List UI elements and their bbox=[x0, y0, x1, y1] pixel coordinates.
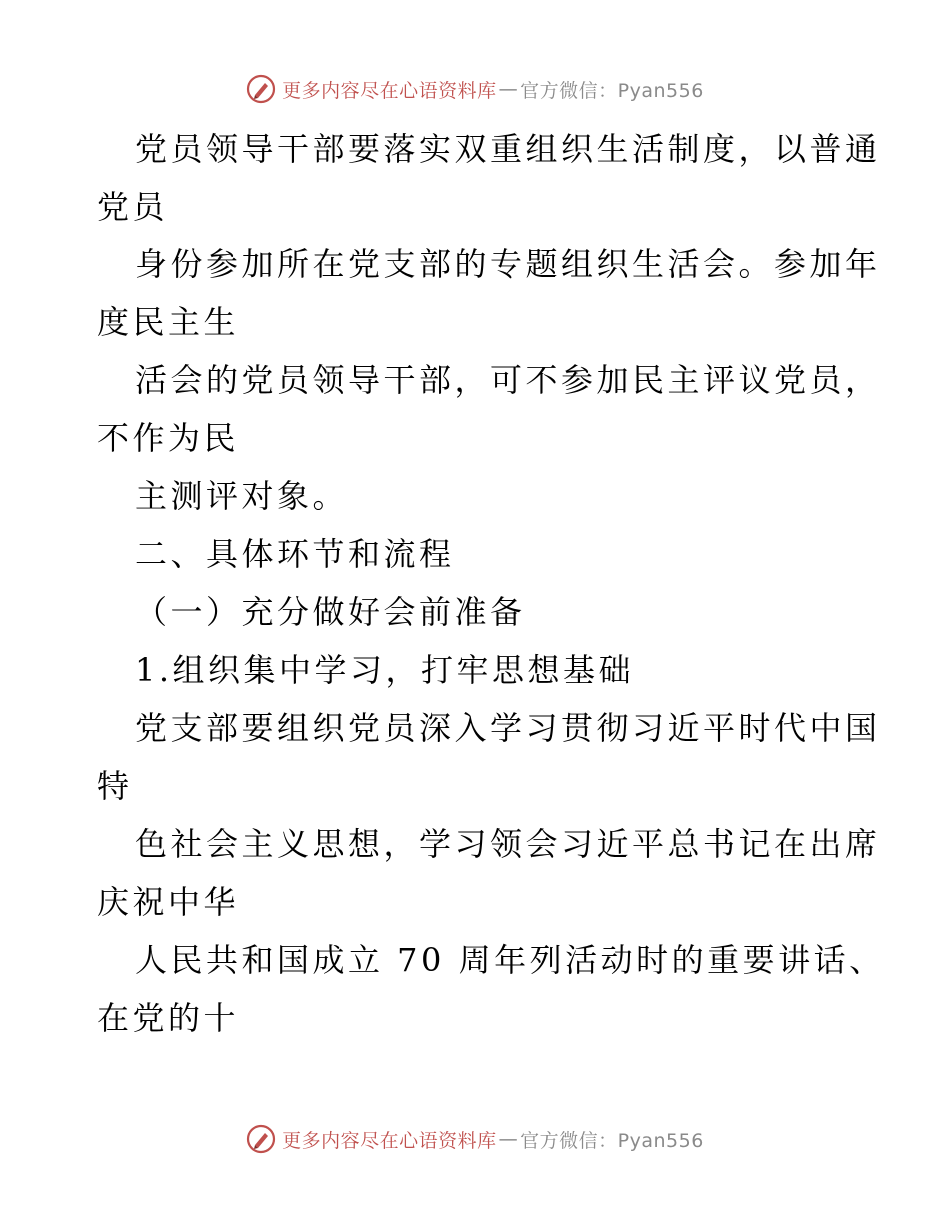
body-line-13: 色社会主义思想，学习领会习近平总书记在出席 bbox=[135, 825, 881, 863]
subsection-heading: （一）充分做好会前准备 bbox=[135, 593, 526, 631]
body-line-14: 庆祝中华 bbox=[97, 883, 240, 921]
watermark-main-text: 更多内容尽在心语资料库 bbox=[282, 79, 497, 102]
pen-logo-icon bbox=[246, 74, 276, 104]
watermark-dash: — bbox=[498, 1128, 519, 1150]
pen-logo-icon bbox=[246, 1124, 276, 1154]
body-line-2: 党员 bbox=[97, 188, 169, 226]
body-line-7: 主测评对象。 bbox=[135, 477, 349, 515]
header-watermark bbox=[0, 74, 950, 104]
body-line-4: 度民主生 bbox=[97, 303, 240, 341]
body-line-5: 活会的党员领导干部，可不参加民主评议党员， bbox=[135, 361, 881, 399]
watermark-dash: — bbox=[498, 78, 519, 100]
footer-watermark bbox=[0, 1124, 950, 1154]
body-line-1: 党员领导干部要落实双重组织生活制度，以普通 bbox=[135, 130, 881, 168]
watermark-contact-text: 官方微信：Pyan556 bbox=[520, 1129, 704, 1152]
body-line-12: 特 bbox=[97, 767, 133, 805]
body-line-15: 人民共和国成立 70 周年列活动时的重要讲话、 bbox=[135, 941, 885, 979]
section-heading: 二、具体环节和流程 bbox=[135, 535, 455, 573]
watermark-main-text: 更多内容尽在心语资料库 bbox=[282, 1129, 497, 1152]
watermark-contact-text: 官方微信：Pyan556 bbox=[520, 79, 704, 102]
item-heading: 1.组织集中学习，打牢思想基础 bbox=[135, 651, 635, 689]
body-line-16: 在党的十 bbox=[97, 999, 240, 1037]
body-line-3: 身份参加所在党支部的专题组织生活会。参加年 bbox=[135, 245, 881, 283]
body-line-6: 不作为民 bbox=[97, 419, 240, 457]
body-line-11: 党支部要组织党员深入学习贯彻习近平时代中国 bbox=[135, 709, 881, 747]
